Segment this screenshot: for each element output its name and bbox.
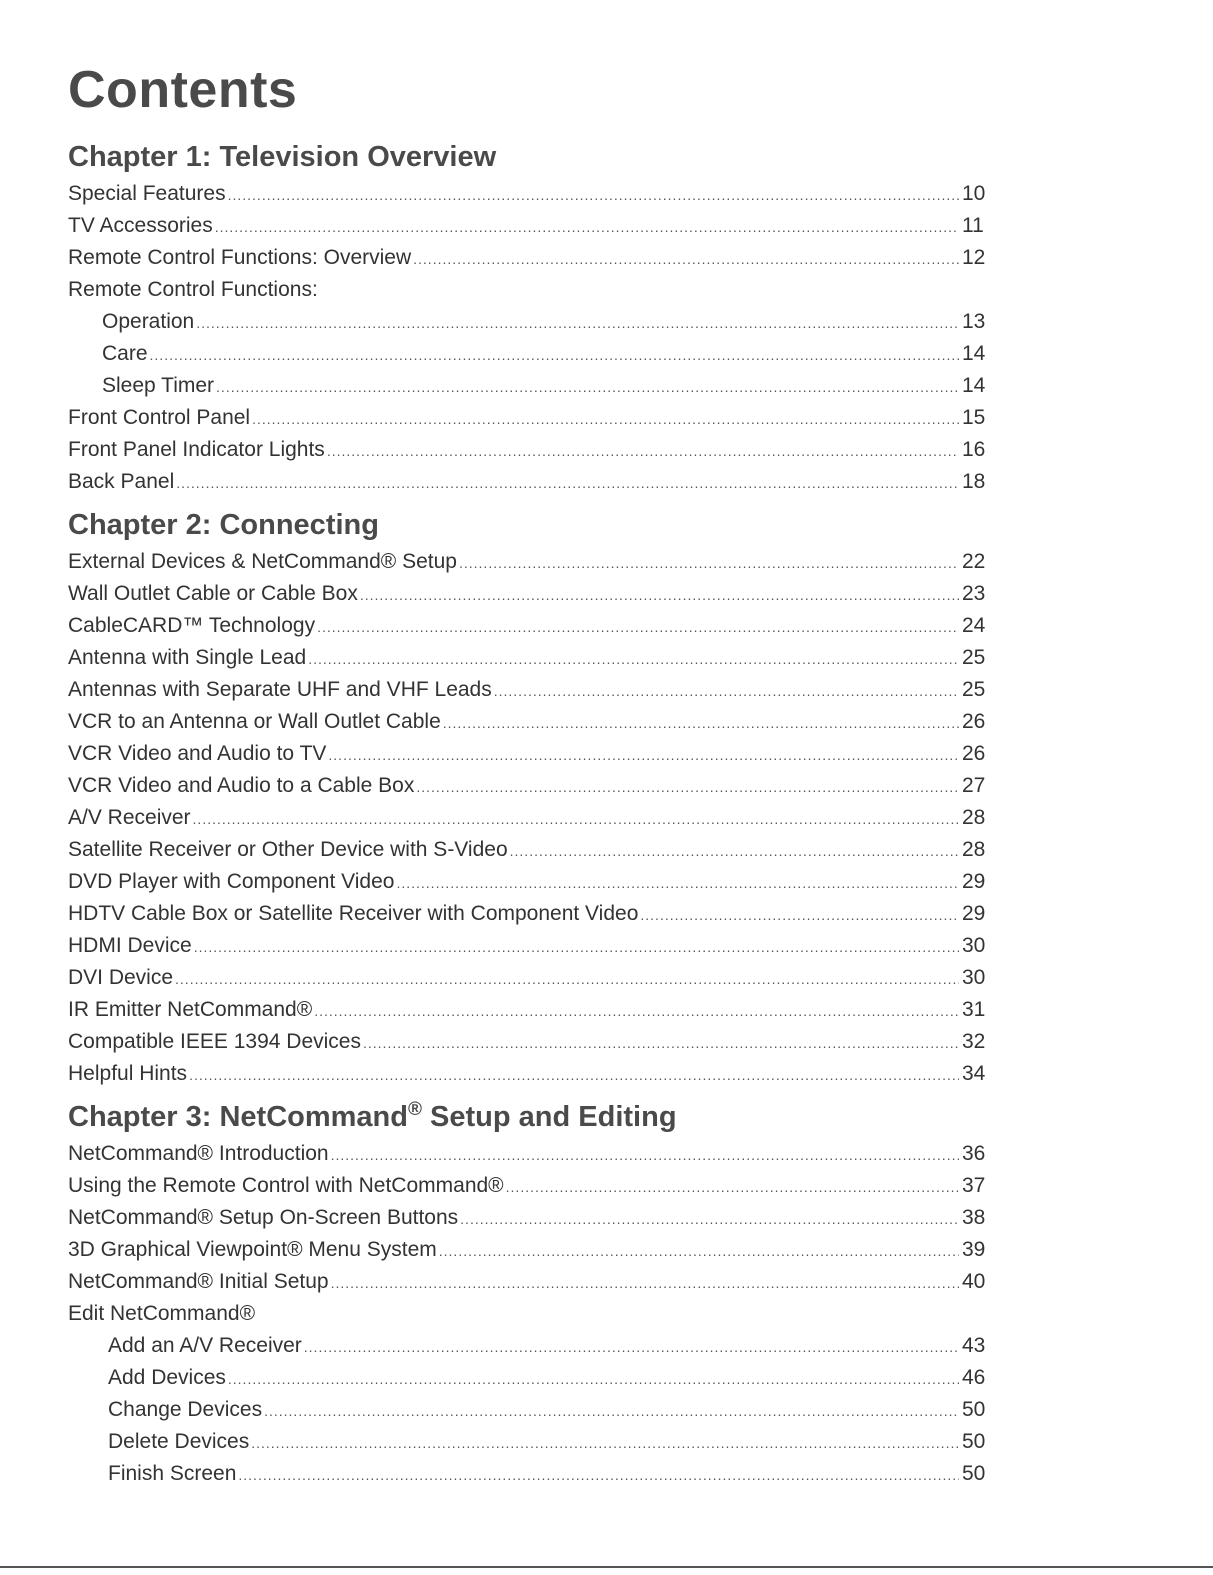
chapter-2 [68,508,990,1090]
toc-entry [68,402,990,434]
toc-entry [68,1026,990,1058]
toc-entry [68,1330,990,1362]
toc-entry [68,898,990,930]
dot-leader [228,1363,959,1395]
toc-entry-page: 15 [962,406,986,429]
dot-leader [314,995,959,1027]
dot-leader [439,1235,959,1267]
dot-leader [459,547,959,579]
toc-entry-page: 50 [962,1430,986,1453]
toc-entry-label: DVD Player with Component Video [68,870,395,893]
toc-entry-label: Satellite Receiver or Other Device with S-Video [68,838,508,861]
toc-entry-page: 37 [962,1174,986,1197]
toc-entry-label: Front Control Panel [68,406,251,429]
toc-entry [68,962,990,994]
dot-leader [396,867,959,899]
toc-entry [68,642,990,674]
toc-entry-label: Antennas with Separate UHF and VHF Leads [68,678,492,701]
toc-entry [68,178,990,210]
toc-entry-page: 14 [962,374,986,397]
toc-entry-page: 27 [962,774,986,797]
toc-entry [68,802,990,834]
toc-entry-label: Using the Remote Control with NetCommand® [68,1174,504,1197]
contents-page [68,58,990,1490]
toc-entry-label: Remote Control Functions: Overview [68,246,412,269]
toc-entry-page: 40 [962,1270,986,1293]
dot-leader [363,1027,959,1059]
dot-leader [506,1171,959,1203]
toc-entry-page: 14 [962,342,986,365]
toc-entry-page: 13 [962,310,986,333]
toc-entry-page: 34 [962,1062,986,1085]
toc-entry-page: 31 [962,998,986,1021]
toc-entry [68,930,990,962]
toc-entry-page: 25 [962,646,986,669]
toc-entry [68,434,990,466]
dot-leader [460,1203,959,1235]
dot-leader [308,643,959,675]
page-title: Contents [68,61,298,119]
toc-entry-page: 32 [962,1030,986,1053]
toc-entry [68,1426,990,1458]
toc-entry-label: Delete Devices [108,1430,250,1453]
toc-entry-label: Compatible IEEE 1394 Devices [68,1030,361,1053]
toc-entry-label: HDMI Device [68,934,192,957]
toc-entry [68,866,990,898]
toc-entry-label: A/V Receiver [68,806,191,829]
toc-entry-label: Back Panel [68,470,175,493]
toc-entry-label: Sleep Timer [102,374,215,397]
toc-entry-label: Helpful Hints [68,1062,188,1085]
dot-leader [443,707,959,739]
toc-entry [68,306,990,338]
toc-entry-label: DVI Device [68,966,174,989]
toc-entry-page: 28 [962,806,986,829]
toc-entry-page: 30 [962,934,986,957]
toc-entry [68,578,990,610]
toc-entry [68,738,990,770]
dot-leader [510,835,959,867]
toc-entry-page: 22 [962,550,986,573]
toc-entry-page: 18 [962,470,986,493]
dot-leader [331,1267,959,1299]
toc-entry [68,770,990,802]
toc-entry-label: Add Devices [108,1366,226,1389]
toc-entry-page: 43 [962,1334,986,1357]
toc-entry [68,610,990,642]
toc-entry [68,546,990,578]
dot-leader [264,1395,959,1427]
chapter-entries [68,1138,990,1490]
dot-leader [327,435,959,467]
dot-leader [150,339,959,371]
dot-leader [228,179,959,211]
chapter-1 [68,140,990,498]
dot-leader [176,467,959,499]
toc-entry [68,1138,990,1170]
toc-entry [68,834,990,866]
toc-entry [68,674,990,706]
dot-leader [194,931,959,963]
toc-entry-page: 30 [962,966,986,989]
toc-entry-label: CableCARD™ Technology [68,614,316,637]
dot-leader [196,307,959,339]
dot-leader [328,739,959,771]
chapter-title: Chapter 1: Television Overview [68,141,497,173]
toc-entry [68,466,990,498]
dot-leader [193,803,959,835]
toc-entry-label: External Devices & NetCommand® Setup [68,550,457,573]
toc-entry-label: Operation [102,310,195,333]
toc-entry-page: 23 [962,582,986,605]
toc-entry-page: 25 [962,678,986,701]
toc-entry [68,210,990,242]
registered-mark: ® [408,1099,422,1120]
toc-entry-label: NetCommand® Introduction [68,1142,329,1165]
dot-leader [251,1427,959,1459]
toc-entry-page: 26 [962,742,986,765]
toc-entry-page: 11 [962,214,984,237]
toc-entry [68,1458,990,1490]
toc-entry [68,1298,990,1330]
toc-entry-page: 36 [962,1142,986,1165]
chapter-entries [68,546,990,1090]
chapter-title-rest: Setup and Editing [422,1101,677,1133]
dot-leader [413,243,959,275]
toc-entry [68,1234,990,1266]
chapter-title [68,1100,990,1134]
toc-entry-page: 28 [962,838,986,861]
toc-entry-label: Front Panel Indicator Lights [68,438,325,461]
toc-entry-label: Remote Control Functions: [68,278,318,301]
dot-leader [175,963,959,995]
toc-entry [68,370,990,402]
toc-entry-label: Antenna with Single Lead [68,646,307,669]
toc-entry [68,1170,990,1202]
dot-leader [360,579,959,611]
toc-entry-page: 39 [962,1238,986,1261]
toc-entry-page: 16 [962,438,986,461]
chapter-title-main: Chapter 3: NetCommand [68,1101,408,1133]
dot-leader [304,1331,959,1363]
dot-leader [215,211,959,243]
toc-entry-label: VCR to an Antenna or Wall Outlet Cable [68,710,441,733]
toc-entry-label: Change Devices [108,1398,263,1421]
toc-entry-label: Edit NetCommand® [68,1302,256,1325]
chapter-3 [68,1100,990,1490]
chapter-title: Chapter 2: Connecting [68,509,379,541]
toc-entry-label: Finish Screen [108,1462,237,1485]
toc-entry [68,1202,990,1234]
toc-entry [68,1058,990,1090]
toc-entry [68,994,990,1026]
dot-leader [640,899,959,931]
toc-entry-label: Special Features [68,182,226,205]
toc-entry-page: 10 [962,182,986,205]
toc-entry-label: Wall Outlet Cable or Cable Box [68,582,358,605]
dot-leader [317,611,959,643]
toc-entry-label: NetCommand® Setup On-Screen Buttons [68,1206,459,1229]
toc-entry-page: 29 [962,902,986,925]
toc-entry-page: 46 [962,1366,986,1389]
dot-leader [252,403,959,435]
toc-entry-label: VCR Video and Audio to a Cable Box [68,774,415,797]
toc-entry-page: 38 [962,1206,986,1229]
toc-entry-label: VCR Video and Audio to TV [68,742,327,765]
toc-entry-page: 12 [962,246,986,269]
toc-entry [68,706,990,738]
dot-leader [216,371,959,403]
toc-entry-page: 29 [962,870,986,893]
dot-leader [331,1139,959,1171]
toc-entry-label: Care [102,342,148,365]
dot-leader [238,1459,959,1491]
dot-leader [494,675,959,707]
toc-entry-page: 26 [962,710,986,733]
page-bottom-rule [0,1566,1213,1568]
toc-entry-page: 50 [962,1462,986,1485]
toc-entry-label: NetCommand® Initial Setup [68,1270,329,1293]
toc-entry-label: TV Accessories [68,214,213,237]
toc-entry-label: IR Emitter NetCommand® [68,998,313,1021]
dot-leader [416,771,959,803]
toc-entry-label: Add an A/V Receiver [108,1334,302,1357]
toc-entry-page: 50 [962,1398,986,1421]
toc-entry [68,1362,990,1394]
toc-entry-label: HDTV Cable Box or Satellite Receiver with Component Video [68,902,639,925]
dot-leader [189,1059,959,1091]
toc-entry [68,242,990,274]
chapter-entries [68,178,990,498]
toc-entry-label: 3D Graphical Viewpoint® Menu System [68,1238,437,1261]
toc-entry [68,1394,990,1426]
toc-entry [68,338,990,370]
toc-entry [68,274,990,306]
toc-entry [68,1266,990,1298]
toc-entry-page: 24 [962,614,986,637]
